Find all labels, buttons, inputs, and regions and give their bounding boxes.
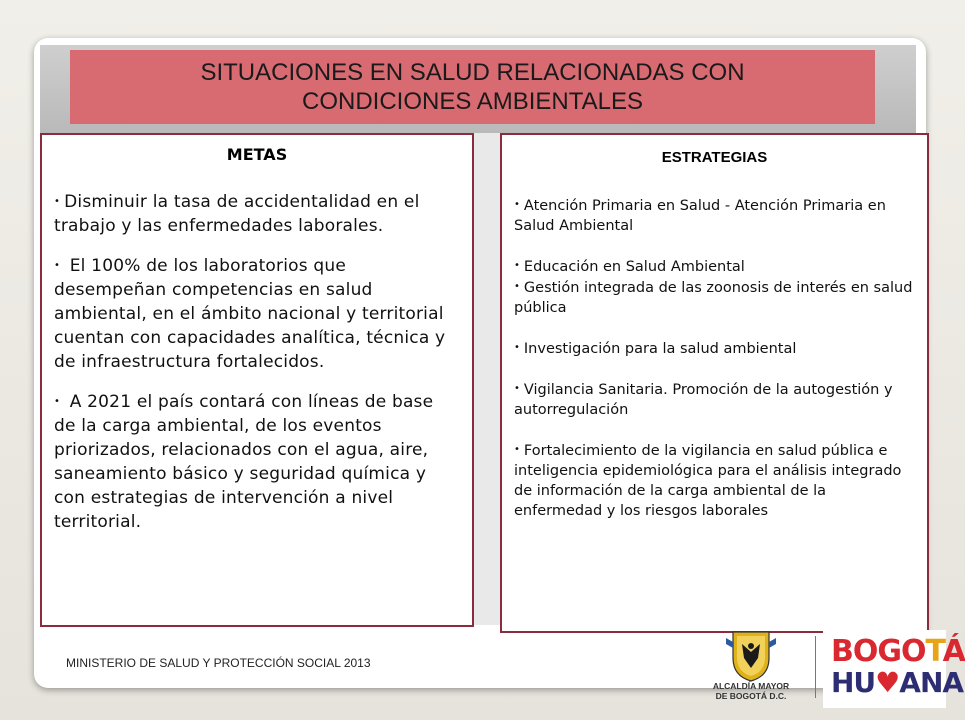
- estrategias-item-text: Vigilancia Sanitaria. Promoción de la autogestión y autorregulación: [514, 382, 893, 418]
- bogota-logo-line-2: HU♥ANA: [831, 666, 964, 699]
- estrategias-item: [514, 256, 915, 277]
- bullet-icon: •: [54, 396, 61, 407]
- metas-heading: METAS: [226, 145, 288, 164]
- bullet-icon: •: [514, 260, 520, 271]
- estrategias-item-text: Gestión integrada de las zoonosis de interés en salud pública: [514, 280, 913, 316]
- estrategias-box: [500, 133, 929, 633]
- metas-box: [40, 133, 474, 627]
- bogota-humana-logo: [823, 630, 965, 708]
- estrategias-item: [514, 277, 915, 318]
- estrategias-item-text: Atención Primaria en Salud - Atención Primaria en Salud Ambiental: [514, 198, 886, 234]
- estrategias-item: [514, 379, 915, 420]
- metas-item-text: El 100% de los laboratorios que desempeñan competencias en salud ambiental, en el ámbito nacional y territorial cuentan con capacidades analítica, técnica y de infraestructura fortalecidos.: [54, 256, 446, 372]
- title-line-1: SITUACIONES EN SALUD RELACIONADAS CON: [200, 59, 745, 86]
- bullet-icon: •: [54, 260, 61, 271]
- bullet-icon: •: [514, 444, 520, 455]
- bullet-icon: •: [54, 196, 61, 207]
- metas-item-text: A 2021 el país contará con líneas de base de la carga ambiental, de los eventos priorizados, relacionados con el agua, aire, saneamiento básico y seguridad química y con estrategias de intervención a nivel territorial.: [54, 392, 434, 532]
- metas-item: [54, 254, 460, 374]
- metas-item: [54, 190, 460, 238]
- estrategias-item: [514, 440, 915, 521]
- bullet-icon: •: [514, 281, 520, 292]
- metas-item-text: Disminuir la tasa de accidentalidad en el trabajo y las enfermedades laborales.: [54, 192, 420, 236]
- estrategias-item: [514, 195, 915, 236]
- metas-item: [54, 390, 460, 534]
- estrategias-item-text: Fortalecimiento de la vigilancia en salud pública e inteligencia epidemiológica para el análisis integrado de información de la carga ambiental de la enfermedad y los riesgos laborales: [514, 443, 902, 519]
- slide-title: [70, 50, 875, 124]
- bullet-icon: •: [514, 342, 520, 353]
- alcaldia-logo: [696, 628, 806, 708]
- estrategias-item-text: Educación en Salud Ambiental: [523, 259, 745, 275]
- bullet-icon: •: [514, 199, 520, 210]
- alcaldia-line-2: DE BOGOTÁ D.C.: [715, 691, 787, 701]
- footer-text: MINISTERIO DE SALUD Y PROTECCIÓN SOCIAL 2013: [66, 656, 371, 670]
- coat-of-arms-icon: [696, 628, 806, 682]
- estrategias-item: [514, 338, 915, 359]
- estrategias-item-text: Investigación para la salud ambiental: [523, 341, 797, 357]
- alcaldia-line-1: ALCALDÍA MAYOR: [712, 681, 790, 691]
- title-line-2: CONDICIONES AMBIENTALES: [302, 88, 643, 115]
- estrategias-heading: ESTRATEGIAS: [661, 149, 768, 166]
- bogota-logo-line-1: BOGOTÁ: [831, 634, 965, 669]
- logo-divider: [815, 636, 816, 698]
- bullet-icon: •: [514, 383, 520, 394]
